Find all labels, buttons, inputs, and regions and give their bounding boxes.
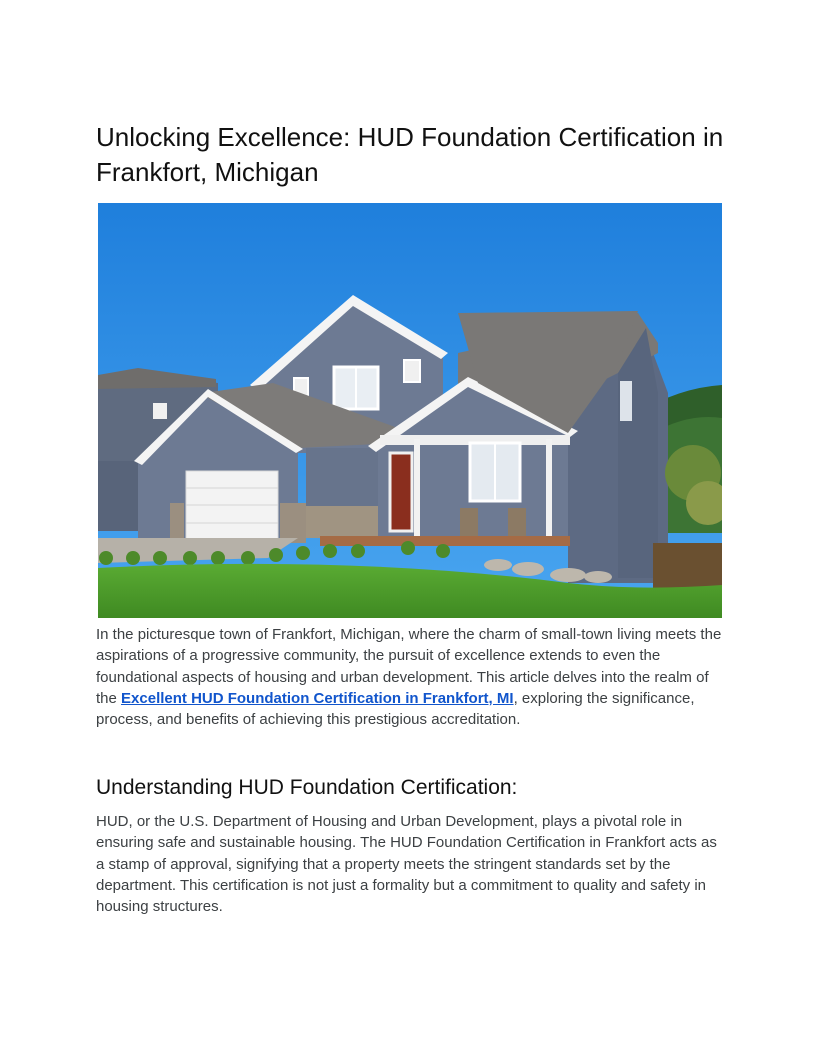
intro-text-after: , exploring the significance, process, and benefits of achieving this prestigious accreditation. [96,689,695,729]
intro-text-before: In the picturesque town of Frankfort, Michigan, where the charm of small-town living meets the aspirations of a progressive community, the pursuit of excellence extends to even the foundational aspects of housing and urban development. This article delves into the realm of the [96,626,722,707]
hero-image [98,203,722,618]
house-photo-icon [98,203,722,618]
intro-paragraph [96,624,726,730]
certification-link[interactable]: Excellent HUD Foundation Certification in Frankfort, MI [121,689,514,707]
page-title: Unlocking Excellence: HUD Foundation Certification in Frankfort, Michigan [96,122,724,187]
section-paragraph: HUD, or the U.S. Department of Housing and Urban Development, plays a pivotal role in ensuring safe and sustainable housing. The HUD Foundation Certification in Frankfort acts as a stamp of approval, signifying that a property meets the stringent standards set by the department. This certification is not just a formality but a commitment to quality and safety in housing structures. [96,813,717,916]
section-heading: Understanding HUD Foundation Certification: [96,776,518,799]
